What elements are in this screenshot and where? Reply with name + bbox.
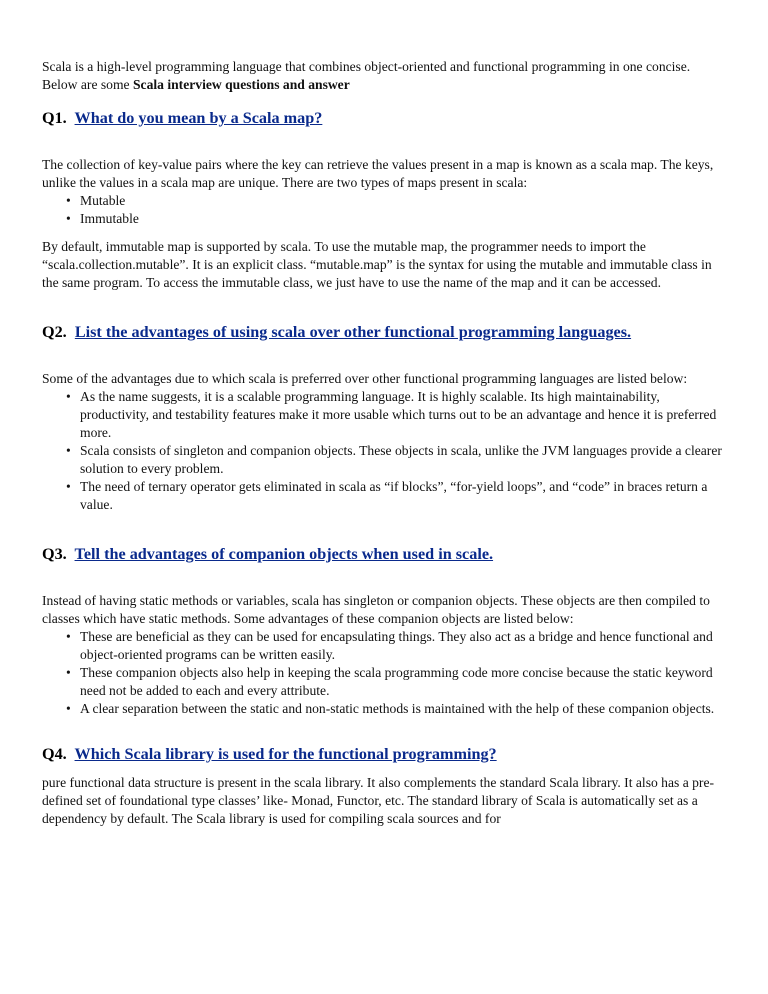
intro-text: Scala is a high-level programming language that combines object-oriented and functional programming in one concise. Below are some bbox=[42, 59, 691, 92]
question-2-section bbox=[42, 322, 722, 514]
list-item: • Mutable bbox=[80, 192, 722, 210]
question-3-paragraph-1: Instead of having static methods or variables, scala has singleton or companion objects. These objects are then compiled to classes which have static methods. Some advantages of these companion objects are listed below: bbox=[42, 593, 710, 626]
question-2-number: Q2. bbox=[42, 323, 67, 341]
question-1-paragraph-2: By default, immutable map is supported by scala. To use the mutable map, the programmer needs to import the “scala.collection.mutable”. It is an explicit class. “mutable.map” is the syntax for using the mutable and immutable class in the same program. To access the immutable class, we just have to use the name of the map and it can be accessed. bbox=[42, 239, 712, 290]
list-item: • Scala consists of singleton and companion objects. These objects in scala, unlike the JVM languages provide a clearer solution to every problem. bbox=[80, 442, 722, 478]
question-2-bullet-list bbox=[42, 388, 722, 514]
list-item: • These companion objects also help in keeping the scala programming code more concise because the static keyword need not be added to each and every attribute. bbox=[80, 664, 722, 700]
list-item: • Immutable bbox=[80, 210, 722, 228]
list-item: • As the name suggests, it is a scalable programming language. It is highly scalable. Its high maintainability, productivity, and testability features make it more usable which turns out to be an advantage and hence it is preferred more. bbox=[80, 388, 722, 442]
list-item: • These are beneficial as they can be used for encapsulating things. They also act as a bridge and hence functional and object-oriented programs can be written easily. bbox=[80, 628, 722, 664]
question-3-section bbox=[42, 544, 722, 718]
question-4-number: Q4. bbox=[42, 745, 67, 763]
question-1-heading bbox=[42, 108, 722, 128]
question-4-paragraph-1: pure functional data structure is present in the scala library. It also complements the standard Scala library. It also has a pre-defined set of foundational type classes’ like- Monad, Functor, etc. The standard library of Scala is automatically set as a dependency by default. The Scala library is used for compiling scala sources and for bbox=[42, 775, 715, 826]
question-3-heading bbox=[42, 544, 722, 564]
question-4-section bbox=[42, 744, 722, 828]
question-1-section bbox=[42, 108, 722, 292]
list-item: • A clear separation between the static and non-static methods is maintained with the help of these companion objects. bbox=[80, 700, 722, 718]
question-1-title-link[interactable]: What do you mean by a Scala map? bbox=[74, 109, 323, 127]
question-1-number: Q1. bbox=[42, 109, 67, 127]
question-3-bullet-list bbox=[42, 628, 722, 718]
question-2-paragraph-1: Some of the advantages due to which scala is preferred over other functional programming languages are listed below: bbox=[42, 371, 688, 386]
list-item: • The need of ternary operator gets eliminated in scala as “if blocks”, “for-yield loops”, and “code” in braces return a value. bbox=[80, 478, 722, 514]
question-3-number: Q3. bbox=[42, 545, 67, 563]
question-3-title-link[interactable]: Tell the advantages of companion objects when used in scale. bbox=[74, 545, 494, 563]
question-2-heading bbox=[42, 322, 722, 342]
question-1-paragraph-1: The collection of key-value pairs where the key can retrieve the values present in a map is known as a scala map. The keys, unlike the values in a scala map are unique. There are two types of maps present in scala: bbox=[42, 157, 714, 190]
document-body bbox=[42, 58, 722, 828]
question-4-title-link[interactable]: Which Scala library is used for the functional programming? bbox=[74, 745, 497, 763]
question-2-title-link[interactable]: List the advantages of using scala over other functional programming languages. bbox=[74, 323, 632, 341]
intro-paragraph bbox=[42, 58, 722, 94]
question-1-bullet-list bbox=[42, 192, 722, 228]
question-4-heading bbox=[42, 744, 722, 764]
intro-bold-text: Scala interview questions and answer bbox=[132, 77, 350, 92]
